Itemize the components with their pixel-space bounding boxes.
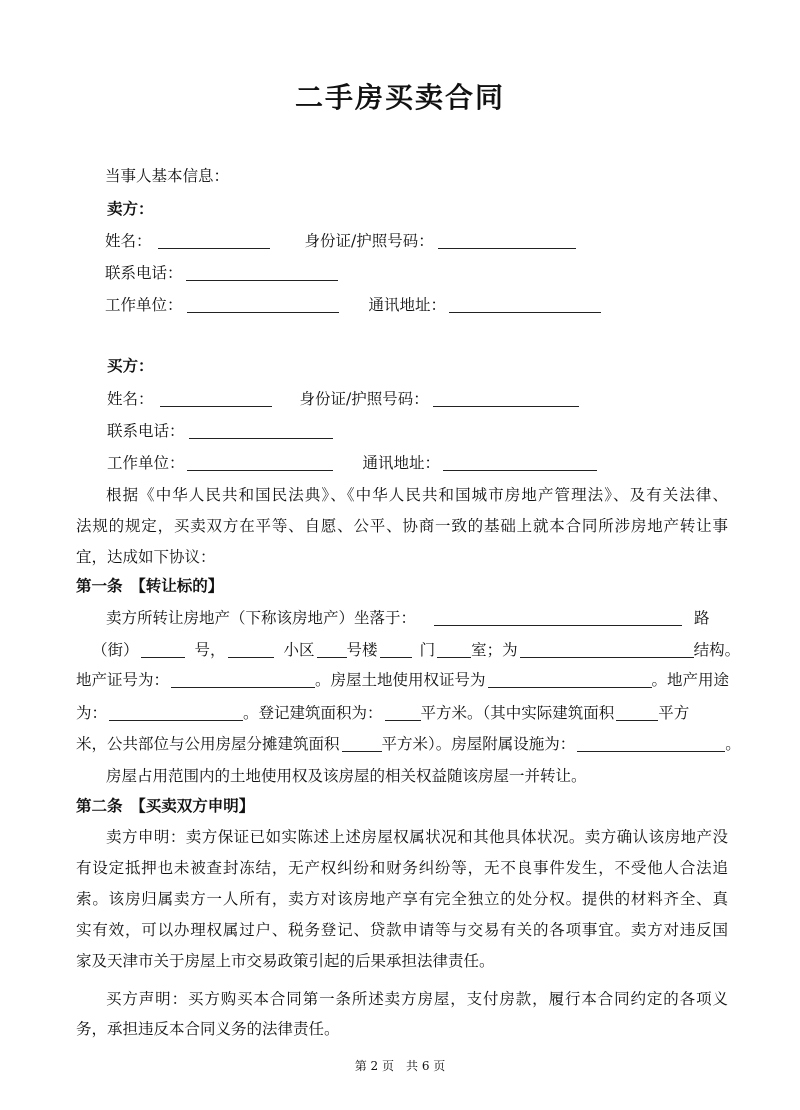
page-number: 第 2 页 共 6 页 — [354, 1059, 446, 1073]
intro-line-1 — [106, 485, 728, 505]
intro-line-2 — [76, 516, 728, 536]
seller-statement-text-4: 实有效，可以办理权属过户、税务登记、贷款申请等与交易有关的各项事宜。卖方对违反国 — [76, 921, 728, 939]
location-label: 卖方所转让房地产（下称该房地产）坐落于： — [106, 609, 417, 627]
certificate-label: 地产证号为： — [76, 671, 170, 689]
seller-work-label: 工作单位： — [105, 296, 183, 314]
location-field[interactable] — [434, 609, 682, 626]
article1-line-1 — [106, 608, 710, 628]
seller-statement-text-3: 索。该房归属卖方一人所有，卖方对该房地产享有完全独立的处分权。提供的材料齐全、真 — [76, 890, 728, 908]
article1-line-3 — [76, 670, 729, 690]
seller-name-label: 姓名： — [105, 232, 152, 250]
seller-heading: 卖方： — [107, 199, 154, 218]
road-label: 路 — [694, 609, 710, 627]
community-field[interactable] — [317, 641, 347, 658]
seller-statement-3 — [76, 889, 728, 909]
facilities-field[interactable] — [577, 735, 725, 752]
intro-text-1: 根据《中华人民共和国民法典》、《中华人民共和国城市房地产管理法》、及有关法律、 — [106, 486, 728, 504]
structure-label: 结构。 — [693, 641, 741, 659]
intro-line-3: 宜，达成如下协议： — [76, 548, 216, 566]
period: 。 — [725, 735, 741, 753]
shared-area-label: 米，公共部位与公用房屋分摊建筑面积 — [76, 735, 340, 753]
article1-line-6: 房屋占用范围内的土地使用权及该房屋的相关权益随该房屋一并转让。 — [106, 767, 587, 785]
seller-work-field[interactable] — [187, 296, 339, 313]
usage-field[interactable] — [109, 704, 243, 721]
article1-line-4 — [76, 703, 689, 723]
buyer-work-label: 工作单位： — [107, 454, 185, 472]
actual-area-field[interactable] — [616, 704, 658, 721]
seller-statement-4 — [76, 920, 728, 940]
buyer-statement-text-1: 买方声明：买方购买本合同第一条所述卖方房屋，支付房款，履行本合同约定的各项义 — [106, 990, 728, 1008]
structure-field[interactable] — [520, 641, 694, 658]
seller-phone-field[interactable] — [186, 264, 338, 281]
seller-work-row — [105, 295, 601, 315]
area-label: 。登记建筑面积为： — [243, 704, 383, 722]
seller-address-field[interactable] — [449, 296, 601, 313]
article2-heading: 第二条 【买卖双方申明】 — [76, 796, 255, 815]
number-label: 号， — [194, 641, 226, 659]
usage-label: 。地产用途 — [651, 671, 730, 689]
street-label: （街） — [92, 641, 139, 659]
building-field[interactable] — [380, 641, 412, 658]
buyer-phone-row — [107, 421, 333, 441]
land-cert-label: 。房屋土地使用权证号为 — [315, 671, 486, 689]
seller-name-field[interactable] — [158, 232, 270, 249]
seller-phone-row — [105, 263, 338, 283]
certificate-field[interactable] — [171, 671, 315, 688]
buyer-phone-field[interactable] — [189, 422, 333, 439]
area-field[interactable] — [385, 704, 421, 721]
article1-line-2 — [92, 640, 740, 660]
land-cert-field[interactable] — [488, 671, 652, 688]
buyer-name-row — [107, 389, 579, 409]
unit-field[interactable] — [437, 641, 471, 658]
shared-area-field[interactable] — [342, 735, 382, 752]
seller-statement-1 — [106, 827, 728, 847]
buyer-name-label: 姓名： — [107, 390, 154, 408]
number-field[interactable] — [228, 641, 274, 658]
seller-id-label: 身份证/护照号码： — [304, 232, 434, 250]
buyer-address-label: 通讯地址： — [362, 454, 441, 472]
seller-name-row — [105, 231, 576, 251]
basic-info-label: 当事人基本信息： — [105, 167, 230, 185]
article1-line-5 — [76, 734, 741, 754]
intro-text-2: 法规的规定，买卖双方在平等、自愿、公平、协商一致的基础上就本合同所涉房地产转让事 — [76, 517, 728, 535]
buyer-address-field[interactable] — [443, 454, 597, 471]
actual-area-label: 平方米。（其中实际建筑面积 — [420, 704, 615, 722]
community-label: 小区 — [283, 641, 315, 659]
buyer-id-field[interactable] — [433, 390, 579, 407]
seller-id-field[interactable] — [438, 232, 576, 249]
buyer-statement-2: 务，承担违反本合同义务的法律责任。 — [76, 1020, 340, 1038]
seller-statement-5: 家及天津市关于房屋上市交易政策引起的后果承担法律责任。 — [76, 952, 495, 970]
seller-address-label: 通讯地址： — [368, 296, 447, 314]
building-label: 号楼 — [346, 641, 378, 659]
sqm-label: 平方 — [658, 704, 690, 722]
buyer-phone-label: 联系电话： — [107, 422, 185, 440]
buyer-statement-1 — [106, 989, 728, 1009]
seller-statement-text-2: 有设定抵押也未被查封冻结，无产权纠纷和财务纠纷等，无不良事件发生，不受他人合法追 — [76, 859, 728, 877]
document-title: 二手房买卖合同 — [294, 81, 505, 114]
street-field[interactable] — [141, 641, 185, 658]
buyer-id-label: 身份证/护照号码： — [299, 390, 429, 408]
facilities-label: 平方米）。房屋附属设施为： — [381, 735, 576, 753]
article1-heading: 第一条 【转让标的】 — [76, 576, 224, 595]
usage-colon: 为： — [76, 704, 108, 722]
seller-statement-2 — [76, 858, 728, 878]
buyer-heading: 买方： — [107, 356, 154, 375]
buyer-work-row — [107, 453, 597, 473]
buyer-work-field[interactable] — [187, 454, 333, 471]
room-label: 室；为 — [471, 641, 518, 659]
seller-phone-label: 联系电话： — [105, 264, 183, 282]
unit-label: 门 — [419, 641, 436, 659]
buyer-name-field[interactable] — [160, 390, 272, 407]
seller-statement-text-1: 卖方申明：卖方保证已如实陈述上述房屋权属状况和其他具体状况。卖方确认该房地产没 — [106, 828, 728, 846]
